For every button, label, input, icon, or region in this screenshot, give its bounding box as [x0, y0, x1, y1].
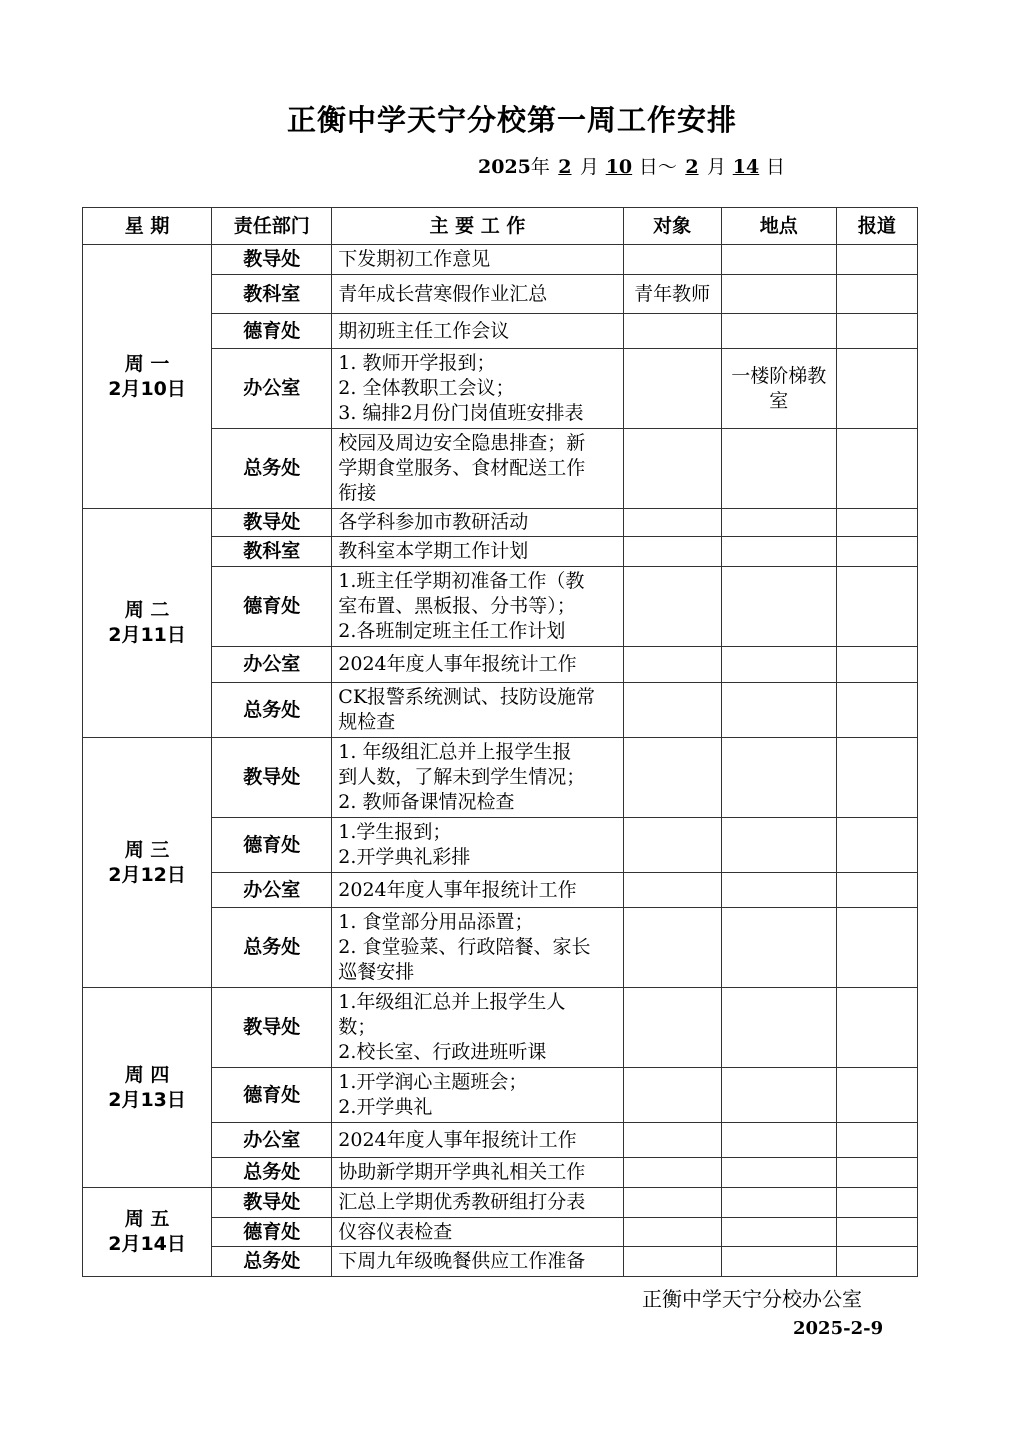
task-cell — [332, 683, 623, 738]
target-cell — [623, 1158, 721, 1188]
dept-cell: 德育处 — [212, 314, 332, 349]
task-cell — [332, 1123, 623, 1158]
task-line: 2.开学典礼彩排 — [338, 846, 471, 868]
report-cell — [836, 738, 917, 818]
task-line: 2. 全体教职工会议； — [338, 377, 515, 399]
dept-cell: 总务处 — [212, 1158, 332, 1188]
weekday-date: 2月13日 — [108, 1088, 186, 1111]
location-cell — [721, 1123, 836, 1158]
location-cell — [721, 429, 836, 509]
task-line: 巡餐安排 — [338, 961, 415, 983]
task-line: CK报警系统测试、技防设施常 — [338, 686, 596, 708]
task-line: 衔接 — [338, 482, 377, 504]
dept-cell: 教科室 — [212, 537, 332, 567]
dept-cell: 总务处 — [212, 1247, 332, 1277]
task-line: 规检查 — [338, 711, 396, 733]
report-cell — [836, 647, 917, 683]
task-line: 校园及周边安全隐患排查；新 — [338, 432, 586, 454]
task-line: 1. 年级组汇总并上报学生报 — [338, 741, 572, 763]
task-line: 教科室本学期工作计划 — [338, 540, 529, 562]
location-cell — [721, 647, 836, 683]
header-task: 主 要 工 作 — [332, 208, 623, 245]
task-line: 2024年度人事年报统计工作 — [338, 1128, 577, 1151]
task-cell — [332, 349, 623, 429]
date-year: 2025 — [478, 156, 531, 178]
date-range — [478, 152, 785, 179]
weekday-cell — [83, 245, 212, 509]
report-cell — [836, 1158, 917, 1188]
location-cell — [721, 988, 836, 1068]
target-cell — [623, 509, 721, 537]
task-line: 数； — [338, 1016, 377, 1038]
target-cell — [623, 245, 721, 275]
location-cell — [721, 1158, 836, 1188]
task-cell — [332, 1247, 623, 1277]
task-line: 2024年度人事年报统计工作 — [338, 653, 577, 675]
weekday-label: 周 四 — [124, 1063, 170, 1086]
report-cell — [836, 567, 917, 647]
location-cell — [721, 1188, 836, 1218]
task-cell — [332, 509, 623, 537]
table-header-row — [83, 208, 918, 245]
task-line: 室布置、黑板报、分书等）； — [338, 595, 576, 617]
task-line: 1. 教师开学报到； — [338, 352, 496, 374]
report-cell — [836, 245, 917, 275]
dept-cell: 教导处 — [212, 509, 332, 537]
report-cell — [836, 429, 917, 509]
date-year-unit: 年 — [530, 156, 550, 178]
dept-cell: 办公室 — [212, 647, 332, 683]
weekday-date: 2月14日 — [108, 1233, 186, 1255]
location-cell — [721, 908, 836, 988]
dept-cell: 办公室 — [212, 1123, 332, 1158]
report-cell — [836, 818, 917, 873]
dept-cell: 教导处 — [212, 245, 332, 275]
location-cell — [721, 873, 836, 908]
target-cell — [623, 349, 721, 429]
target-cell — [623, 738, 721, 818]
dept-cell: 总务处 — [212, 429, 332, 509]
target-cell — [623, 683, 721, 738]
header-target: 对象 — [623, 208, 721, 245]
task-line: 1. 食堂部分用品添置； — [338, 911, 534, 933]
target-cell — [623, 567, 721, 647]
footer-office: 正衡中学天宁分校办公室 — [642, 1287, 862, 1311]
task-line: 到人数，了解未到学生情况； — [338, 766, 586, 788]
task-line: 1.班主任学期初准备工作（教 — [338, 570, 585, 592]
task-line: 2.开学典礼 — [338, 1096, 433, 1118]
location-cell — [721, 1247, 836, 1277]
weekday-date: 2月11日 — [108, 624, 186, 646]
target-cell — [623, 1218, 721, 1247]
dept-cell: 教导处 — [212, 738, 332, 818]
date-day-unit: 日～ — [638, 156, 677, 178]
weekday-label: 周 一 — [124, 352, 170, 375]
weekday-cell — [83, 1188, 212, 1277]
target-cell — [623, 537, 721, 567]
location-cell — [721, 818, 836, 873]
dept-cell: 德育处 — [212, 567, 332, 647]
task-cell — [332, 567, 623, 647]
task-line: 3. 编排2月份门岗值班安排表 — [338, 402, 584, 424]
task-line: 期初班主任工作会议 — [338, 319, 510, 342]
task-cell — [332, 537, 623, 567]
page-title: 正衡中学天宁分校第一周工作安排 — [286, 103, 737, 137]
task-cell — [332, 1218, 623, 1247]
table-row — [83, 245, 918, 275]
task-line: 1.年级组汇总并上报学生人 — [338, 991, 566, 1013]
schedule-body — [83, 245, 918, 1277]
task-cell — [332, 647, 623, 683]
task-line: 2.校长室、行政进班听课 — [338, 1041, 547, 1063]
dept-cell: 办公室 — [212, 873, 332, 908]
schedule-table — [82, 207, 918, 1277]
target-cell — [623, 873, 721, 908]
task-cell — [332, 988, 623, 1068]
report-cell — [836, 1218, 917, 1247]
header-dept: 责任部门 — [212, 208, 332, 245]
target-cell — [623, 908, 721, 988]
task-cell — [332, 1068, 623, 1123]
weekday-date: 2月10日 — [108, 377, 186, 400]
target-cell — [623, 1188, 721, 1218]
report-cell — [836, 988, 917, 1068]
task-line: 2. 教师备课情况检查 — [338, 791, 515, 813]
task-line: 2. 食堂验菜、行政陪餐、家长 — [338, 936, 591, 958]
date-end-month: 2 — [685, 156, 699, 178]
location-cell: 一楼阶梯教室 — [721, 349, 836, 429]
task-line: 下发期初工作意见 — [338, 248, 491, 270]
task-line: 各学科参加市教研活动 — [338, 511, 529, 533]
task-cell — [332, 1188, 623, 1218]
location-cell — [721, 275, 836, 314]
dept-cell: 教导处 — [212, 988, 332, 1068]
location-cell — [721, 1068, 836, 1123]
report-cell — [836, 873, 917, 908]
report-cell — [836, 537, 917, 567]
location-cell — [721, 314, 836, 349]
report-cell — [836, 314, 917, 349]
location-cell — [721, 245, 836, 275]
date-start-day: 10 — [605, 156, 633, 178]
target-cell: 青年教师 — [623, 275, 721, 314]
table-row — [83, 1188, 918, 1218]
weekday-cell — [83, 509, 212, 738]
target-cell — [623, 1247, 721, 1277]
task-cell — [332, 1158, 623, 1188]
target-cell — [623, 647, 721, 683]
target-cell — [623, 988, 721, 1068]
location-cell — [721, 683, 836, 738]
target-cell — [623, 818, 721, 873]
task-cell — [332, 873, 623, 908]
task-line: 下周九年级晚餐供应工作准备 — [338, 1250, 586, 1272]
weekday-label: 周 三 — [124, 838, 170, 861]
date-month-unit: 月 — [579, 156, 599, 178]
task-line: 青年成长营寒假作业汇总 — [338, 282, 548, 305]
task-line: 1.学生报到； — [338, 821, 452, 843]
table-row — [83, 738, 918, 818]
report-cell — [836, 1123, 917, 1158]
weekday-label: 周 五 — [124, 1208, 170, 1230]
report-cell — [836, 1188, 917, 1218]
task-line: 汇总上学期优秀教研组打分表 — [338, 1191, 586, 1213]
report-cell — [836, 683, 917, 738]
header-weekday: 星 期 — [83, 208, 212, 245]
task-line: 仪容仪表检查 — [338, 1220, 453, 1243]
task-cell — [332, 429, 623, 509]
weekday-cell — [83, 988, 212, 1188]
header-location: 地点 — [721, 208, 836, 245]
location-cell — [721, 1218, 836, 1247]
dept-cell: 办公室 — [212, 349, 332, 429]
task-line: 1.开学润心主题班会； — [338, 1071, 528, 1093]
table-row — [83, 509, 918, 537]
weekday-label: 周 二 — [124, 599, 170, 621]
target-cell — [623, 429, 721, 509]
dept-cell: 教导处 — [212, 1188, 332, 1218]
dept-cell: 总务处 — [212, 683, 332, 738]
task-line: 2024年度人事年报统计工作 — [338, 878, 577, 901]
dept-cell: 教科室 — [212, 275, 332, 314]
date-end-unit: 日 — [765, 156, 785, 178]
location-cell — [721, 567, 836, 647]
report-cell — [836, 908, 917, 988]
dept-cell: 德育处 — [212, 1068, 332, 1123]
task-cell — [332, 275, 623, 314]
date-end-day: 14 — [732, 156, 760, 178]
location-cell — [721, 537, 836, 567]
target-cell — [623, 314, 721, 349]
dept-cell: 德育处 — [212, 818, 332, 873]
task-cell — [332, 314, 623, 349]
report-cell — [836, 349, 917, 429]
date-month-unit-2: 月 — [706, 156, 726, 178]
report-cell — [836, 1068, 917, 1123]
target-cell — [623, 1068, 721, 1123]
task-line: 协助新学期开学典礼相关工作 — [338, 1161, 586, 1183]
location-cell — [721, 509, 836, 537]
report-cell — [836, 509, 917, 537]
weekday-date: 2月12日 — [108, 863, 186, 886]
footer-date: 2025-2-9 — [793, 1318, 884, 1339]
location-cell — [721, 738, 836, 818]
weekday-cell — [83, 738, 212, 988]
task-line: 学期食堂服务、食材配送工作 — [338, 457, 586, 479]
task-cell — [332, 245, 623, 275]
header-report: 报道 — [836, 208, 917, 245]
date-start-month: 2 — [558, 156, 572, 178]
report-cell — [836, 1247, 917, 1277]
task-cell — [332, 818, 623, 873]
target-cell — [623, 1123, 721, 1158]
dept-cell: 德育处 — [212, 1218, 332, 1247]
task-line: 2.各班制定班主任工作计划 — [338, 620, 566, 642]
dept-cell: 总务处 — [212, 908, 332, 988]
task-cell — [332, 908, 623, 988]
task-cell — [332, 738, 623, 818]
report-cell — [836, 275, 917, 314]
table-row — [83, 988, 918, 1068]
